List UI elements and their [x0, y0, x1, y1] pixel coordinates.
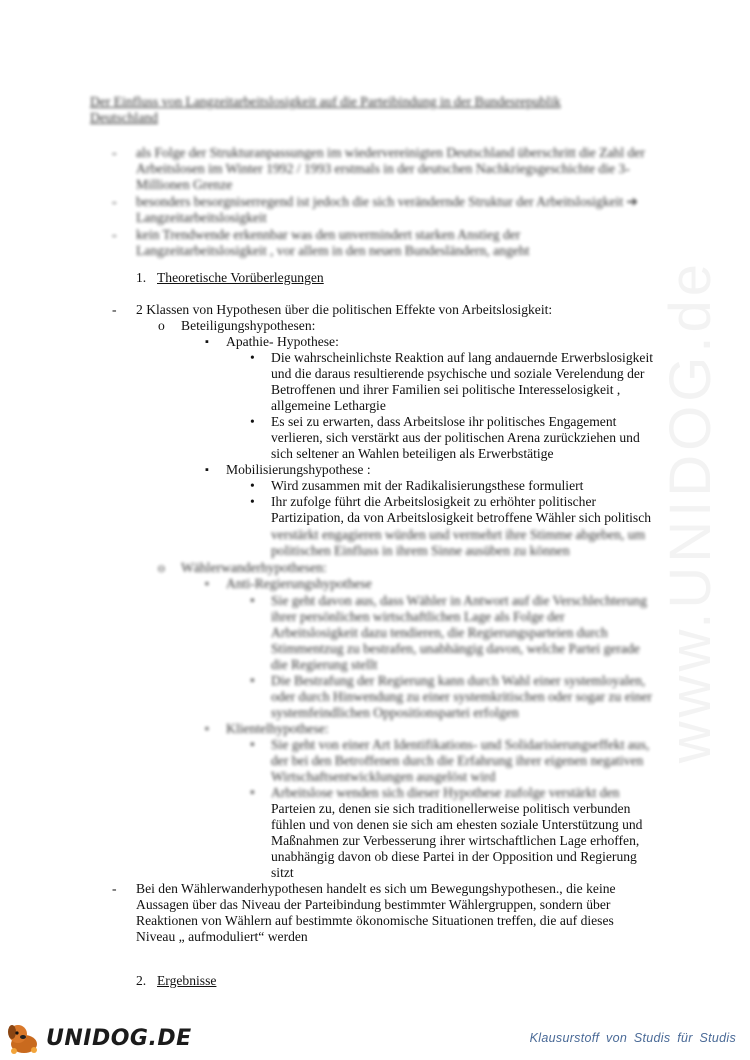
dot-bullet: •: [250, 673, 255, 688]
square-bullet: ▪: [205, 464, 209, 476]
text-line: verlieren, sich verstärkt aus der politischen Arena zurückziehen und: [271, 430, 640, 445]
dot-bullet: •: [250, 737, 255, 752]
square-bullet: ▪: [205, 336, 209, 348]
circle-bullet: o: [158, 560, 165, 575]
footer-slogan: Klausurstoff von Studis für Studis: [529, 1031, 736, 1045]
conclusion-line: Niveau „ aufmoduliert“ werden: [136, 929, 308, 944]
text-line: verstärkt engagieren würden und vermehrt ihre Stimme abgeben, um: [271, 527, 646, 542]
text-line: Partizipation, da von Arbeitslosigkeit betroffene Wähler sich politisch: [271, 510, 652, 525]
text-line: Wird zusammen mit der Radikalisierungsthese formuliert: [271, 478, 584, 493]
dot-bullet: •: [250, 593, 255, 608]
text-line: sich seltener an Wahlen beteiligen als Erwerbstätige: [271, 446, 554, 461]
intro-line: Millionen Grenze: [136, 177, 233, 192]
text-line: Die Bestrafung der Regierung kann durch Wahl einer systemloyalen,: [271, 673, 646, 688]
dot-bullet: •: [250, 478, 255, 493]
conclusion-line: Reaktionen von Wählern auf bestimmte ökonomische Situationen treffen, die auf dieses: [136, 913, 614, 928]
text-line: Wirtschaftsentwicklungen ausgelöst wird: [271, 769, 496, 784]
document-title-line1: Der Einfluss von Langzeitarbeitslosigkeit auf die Parteibindung in der Bundesrepublik: [90, 94, 561, 109]
dot-bullet: •: [250, 350, 255, 365]
text-line: ihrer persönlichen wirtschaftlichen Lage als Folge der: [271, 609, 565, 624]
dot-bullet: •: [250, 494, 255, 509]
intro-dash: -: [112, 145, 117, 160]
text-line: sitzt: [271, 865, 294, 880]
section-title: Theoretische Vorüberlegungen: [157, 270, 324, 285]
text-line: politischen Einfluss in ihrem Sinne ausüben zu können: [271, 543, 570, 558]
unidog-logo[interactable]: [4, 1020, 192, 1056]
text-line: Die wahrscheinlichste Reaktion auf lang andauernde Erwerbslosigkeit: [271, 350, 654, 365]
anti-heading: Anti-Regierungshypothese: [226, 576, 372, 591]
beteiligung-heading: Beteiligungshypothesen:: [181, 318, 316, 333]
text-line: Betroffenen und ihrer Familien sei politische Interesselosigkeit ,: [271, 382, 621, 397]
dot-bullet: •: [250, 785, 255, 800]
text-line: fühlen und von denen sie sich am ehesten soziale Unterstützung und: [271, 817, 643, 832]
text-line: allgemeine Lethargie: [271, 398, 386, 413]
section-title: Ergebnisse: [157, 973, 217, 988]
text-line: Sie geht davon aus, dass Wähler in Antwort auf die Verschlechterung: [271, 593, 647, 608]
section-number: 1.: [136, 270, 147, 285]
list-dash: -: [112, 302, 117, 317]
text-line: unabhängig davon ob diese Partei in der Opposition und Regierung: [271, 849, 637, 864]
text-line: die Regierung stellt: [271, 657, 378, 672]
dog-icon: [4, 1020, 44, 1056]
apathie-heading: Apathie- Hypothese:: [226, 334, 339, 349]
watermark: www.UNIDOG.de: [658, 260, 723, 764]
conclusion-line: Bei den Wählerwanderhypothesen handelt es sich um Bewegungshypothesen., die keine: [136, 881, 616, 896]
list-dash: -: [112, 881, 117, 896]
conclusion-line: Aussagen über das Niveau der Parteibindung bestimmter Wählergruppen, sondern über: [136, 897, 611, 912]
square-bullet: ▪: [205, 578, 209, 590]
intro-dash: -: [112, 194, 117, 209]
intro-line: besonders besorgniserregend ist jedoch die sich verändernde Struktur der Arbeitslosigkeit ➔: [136, 194, 638, 209]
text-line: oder durch Hinwendung zu einer systemkritischen oder sogar zu einer: [271, 689, 652, 704]
text-line: der bei den Betroffenen durch die Erfahrung ihrer eigenen negativen: [271, 753, 644, 768]
mobil-heading: Mobilisierungshypothese :: [226, 462, 371, 477]
intro-line: kein Trendwende erkennbar was den unvermindert starken Anstieg der: [136, 227, 521, 242]
dot-bullet: •: [250, 414, 255, 429]
text-line: Arbeitslosigkeit dazu tendieren, die Regierungsparteien durch: [271, 625, 608, 640]
text-line: und die daraus resultierende psychische und soziale Verelendung der: [271, 366, 645, 381]
waehler-heading: Wählerwanderhypothesen:: [181, 560, 327, 575]
intro-line: Arbeitslosen im Winter 1992 / 1993 erstmals in der deutschen Nachkriegsgeschichte die 3-: [136, 161, 630, 176]
circle-bullet: o: [158, 318, 165, 333]
section-number: 2.: [136, 973, 147, 988]
hypotheses-intro: 2 Klassen von Hypothesen über die politischen Effekte von Arbeitslosigkeit:: [136, 302, 553, 317]
intro-dash: -: [112, 227, 117, 242]
intro-line: Langzeitarbeitslosigkeit: [136, 210, 267, 225]
klientel-heading: Klientelhypothese:: [226, 721, 329, 736]
intro-line: Langzeitarbeitslosigkeit , vor allem in den neuen Bundesländern, angeht: [136, 243, 530, 258]
text-line: Stimmentzug zu bestrafen, unabhängig davon, welche Partei gerade: [271, 641, 640, 656]
text-line: Es sei zu erwarten, dass Arbeitslose ihr politisches Engagement: [271, 414, 617, 429]
text-line: Arbeitslose wenden sich dieser Hypothese zufolge verstärkt den: [271, 785, 620, 800]
text-line: Maßnahmen zur Verbesserung ihrer wirtschaftlichen Lage erhoffen,: [271, 833, 640, 848]
text-line: Parteien zu, denen sie sich traditionellerweise politisch verbunden: [271, 801, 631, 816]
text-line: systemfeindlichen Oppositionspartei erfolgen: [271, 705, 519, 720]
document-title-line2: Deutschland: [90, 110, 158, 125]
intro-line: als Folge der Strukturanpassungen im wiedervereinigten Deutschland überschritt die Zahl der: [136, 145, 645, 160]
square-bullet: ▪: [205, 723, 209, 735]
text-line: Sie geht von einer Art Identifikations- und Solidarisierungseffekt aus,: [271, 737, 650, 752]
text-line: Ihr zufolge führt die Arbeitslosigkeit zu erhöhter politischer: [271, 494, 597, 509]
logo-text: UNIDOG.DE: [46, 1025, 192, 1051]
